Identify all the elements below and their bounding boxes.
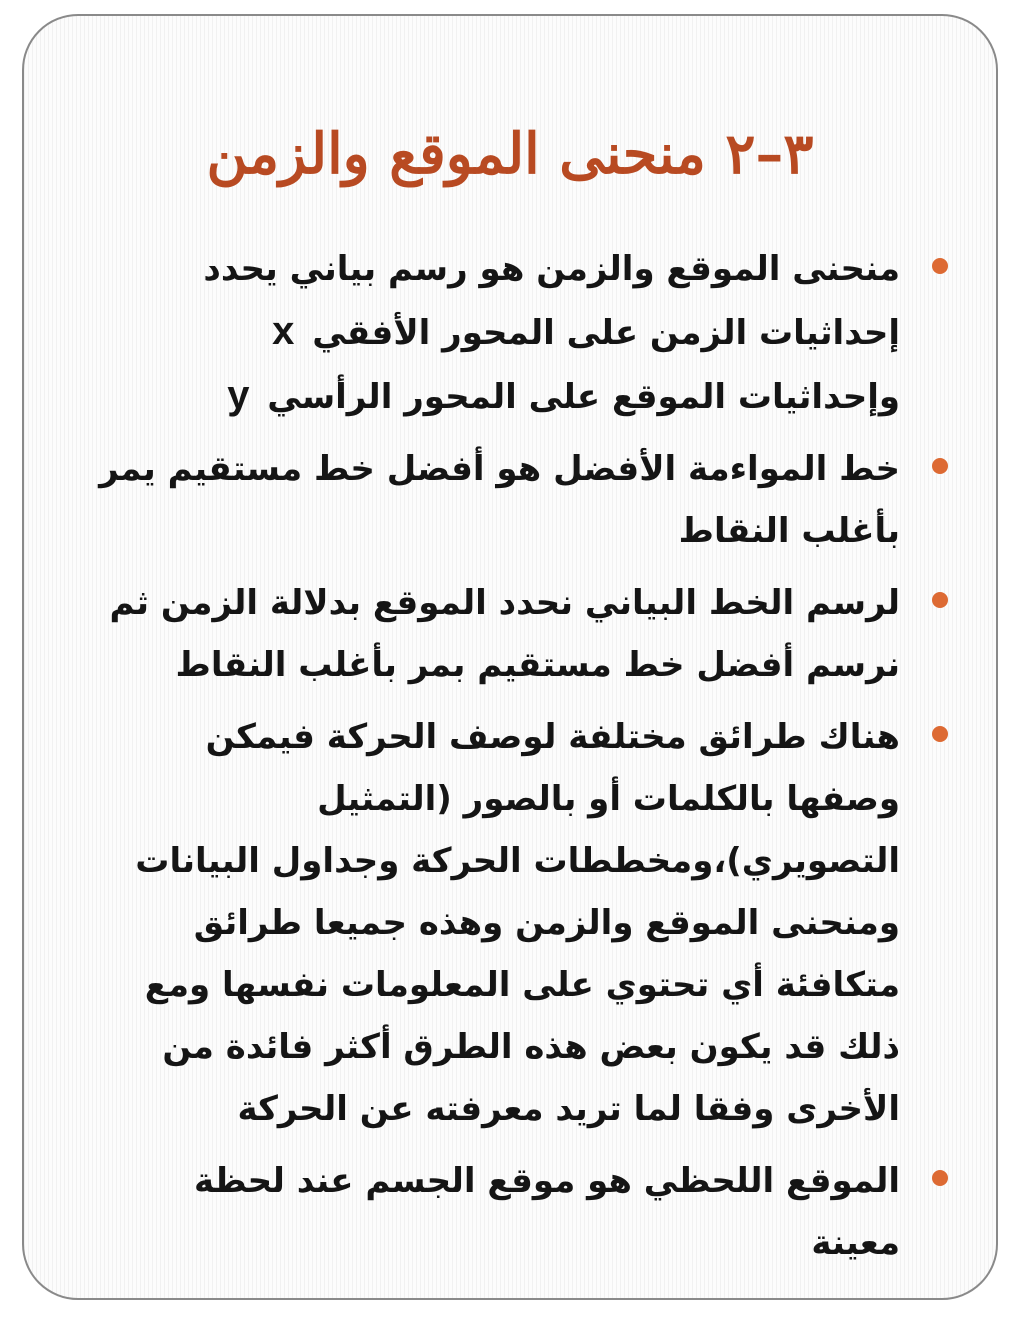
bullet-text: منحنى الموقع والزمن هو رسم بياني يحدد إحداثيات الزمن على المحور الأفقي (203, 249, 900, 353)
bullet-icon (932, 592, 948, 608)
bullet-icon (932, 458, 948, 474)
bullet-text: خط المواءمة الأفضل هو أفضل خط مستقيم يمر بأغلب النقاط (99, 449, 900, 551)
bullet-item (96, 238, 926, 428)
y-axis-symbol: y (227, 373, 250, 417)
bullet-item (96, 572, 926, 696)
bullet-icon (932, 726, 948, 742)
bullet-list (96, 238, 926, 1284)
bullet-text-continued: وإحداثيات الموقع على المحور الرأسي (267, 377, 900, 417)
bullet-item (96, 706, 926, 1140)
slide (22, 14, 998, 1300)
bullet-text: هناك طرائق مختلفة لوصف الحركة فيمكن وصفها بالكلمات أو بالصور (التمثيل التصويري)،ومخططات الحركة وجداول البيانات ومنحنى الموقع والزمن وهذه جميعا طرائق متكافئة أي تحتوي على المعلومات نفسها ومع ذلك قد يكون بعض هذه الطرق أكثر فائدة من الأخرى وفقا لما تريد معرفته عن الحركة (135, 717, 900, 1129)
bullet-item (96, 1150, 926, 1274)
x-axis-symbol: x (272, 309, 295, 353)
bullet-text: الموقع اللحظي هو موقع الجسم عند لحظة معينة (193, 1161, 900, 1263)
bullet-item (96, 438, 926, 562)
bullet-icon (932, 258, 948, 274)
slide-title: ٣–٢ منحنى الموقع والزمن (206, 121, 814, 187)
bullet-text: لرسم الخط البياني نحدد الموقع بدلالة الزمن ثم نرسم أفضل خط مستقيم بمر بأغلب النقاط (109, 583, 900, 685)
bullet-icon (932, 1170, 948, 1186)
